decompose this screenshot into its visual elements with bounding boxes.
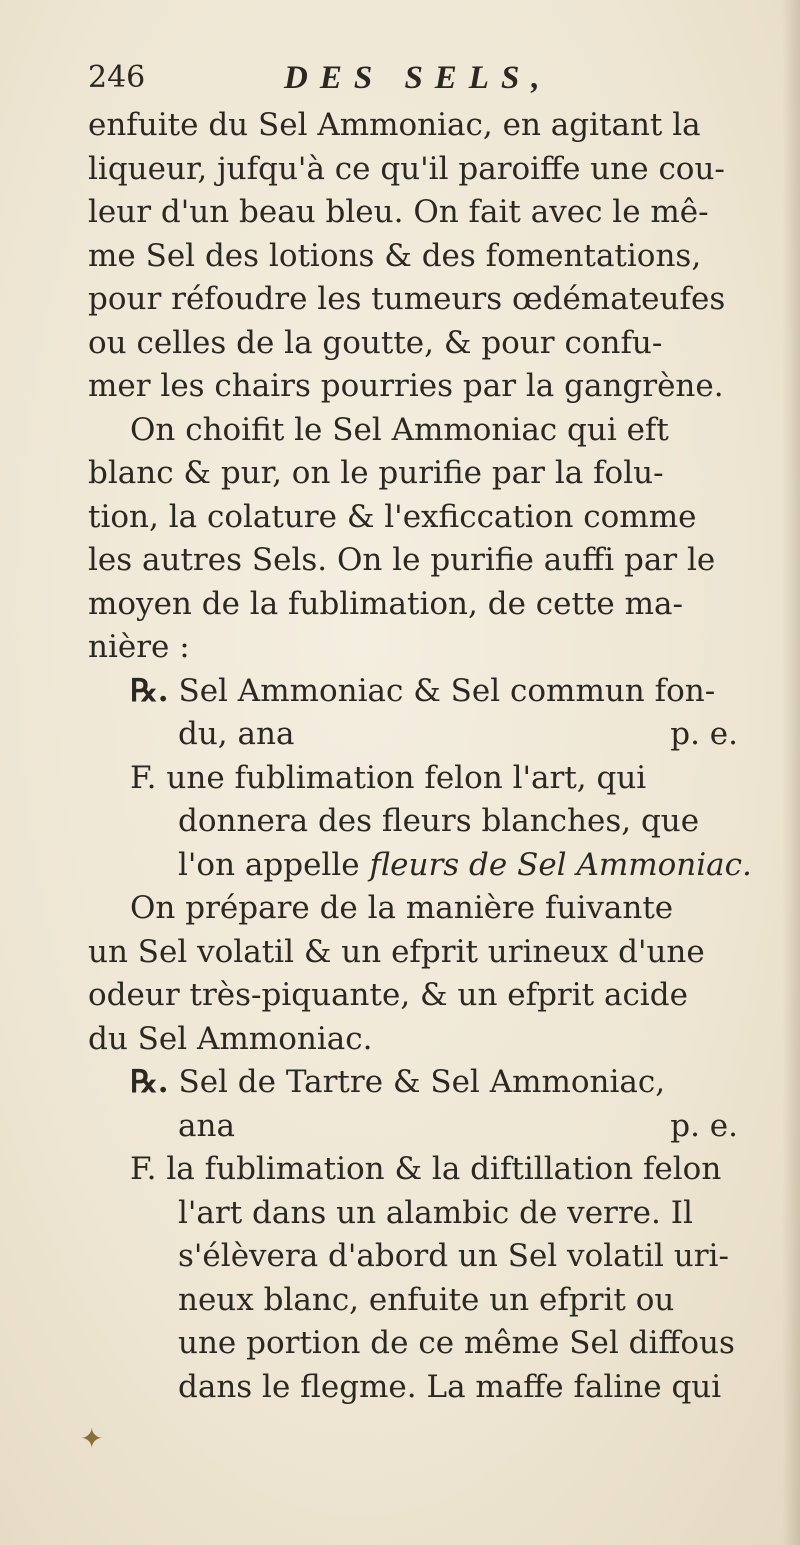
recipe-1-ingredients-cont-text: du, ana (178, 716, 295, 752)
ink-blot-mark: ✦ (80, 1422, 104, 1455)
recipe-1-ingredients-text: Sel Ammoniac & Sel commun fon- (178, 672, 716, 709)
text-line: donnera des fleurs blanches, que (178, 803, 700, 839)
recipe-2-ingredients-cont (88, 1105, 748, 1149)
text-line: F. la fublimation & la diftillation felon (130, 1151, 722, 1187)
text-line: moyen de la fublimation, de cette ma- (88, 585, 683, 622)
text-line: du Sel Ammoniac. (88, 1020, 373, 1057)
text-line: nière : (88, 629, 190, 665)
text-line: un Sel volatil & un efprit urineux d'une (88, 933, 705, 970)
recipe-1-dose: p. e. (670, 716, 738, 752)
text-line: ou celles de la goutte, & pour confu- (88, 324, 663, 361)
recipe-1-f-last (88, 844, 752, 888)
text-line: neux blanc, enfuite un efprit ou (178, 1281, 675, 1318)
text-line: On prépare de la manière fuivante (130, 890, 674, 926)
recipe-1-ingredients-cont (88, 713, 748, 757)
text-line: les autres Sels. On le purifie auffi par le (88, 542, 716, 578)
text-line: liqueur, jufqu'à ce qu'il paroiffe une cou- (88, 150, 725, 187)
recipe-symbol: ℞. (130, 1064, 169, 1100)
text-line: odeur très-piquante, & un efprit acide (88, 977, 688, 1013)
text-line: me Sel des lotions & des fomentations, (88, 237, 702, 274)
text-line: mer les chairs pourries par la gangrène. (88, 368, 724, 404)
recipe-symbol: ℞. (130, 672, 169, 709)
recipe-2-dose: p. e. (670, 1107, 738, 1144)
page-edge-shadow (782, 0, 800, 1545)
text-line: pour réfoudre les tumeurs œdémateufes (88, 281, 726, 317)
recipe-2-ingredients (88, 1061, 748, 1105)
text-line: blanc & pur, on le purifie par la folu- (88, 455, 664, 491)
page-number: 246 (88, 60, 146, 95)
text-line: F. une fublimation felon l'art, qui (130, 759, 647, 796)
text-line: On choifit le Sel Ammoniac qui eft (130, 411, 669, 448)
body-text (88, 104, 752, 1409)
text-fragment: l'on appelle (178, 846, 360, 883)
text-line: une portion de ce même Sel diffous (178, 1325, 735, 1361)
running-title: DES SELS, (284, 60, 552, 96)
text-line: tion, la colature & l'exficcation comme (88, 498, 697, 535)
text-line: l'art dans un alambic de verre. Il (178, 1194, 693, 1231)
italic-term: fleurs de Sel Ammoniac. (369, 846, 752, 883)
text-line: leur d'un beau bleu. On fait avec le mê- (88, 194, 709, 230)
text-line: enfuite du Sel Ammoniac, en agitant la (88, 107, 701, 143)
recipe-1-ingredients (88, 670, 748, 714)
recipe-2-ingredients-cont-text: ana (178, 1107, 235, 1144)
text-line: dans le flegme. La maffe faline qui (178, 1368, 722, 1405)
text-line: s'élèvera d'abord un Sel volatil uri- (178, 1238, 729, 1274)
recipe-2-ingredients-text: Sel de Tartre & Sel Ammoniac, (178, 1064, 666, 1100)
page-header (88, 60, 728, 100)
